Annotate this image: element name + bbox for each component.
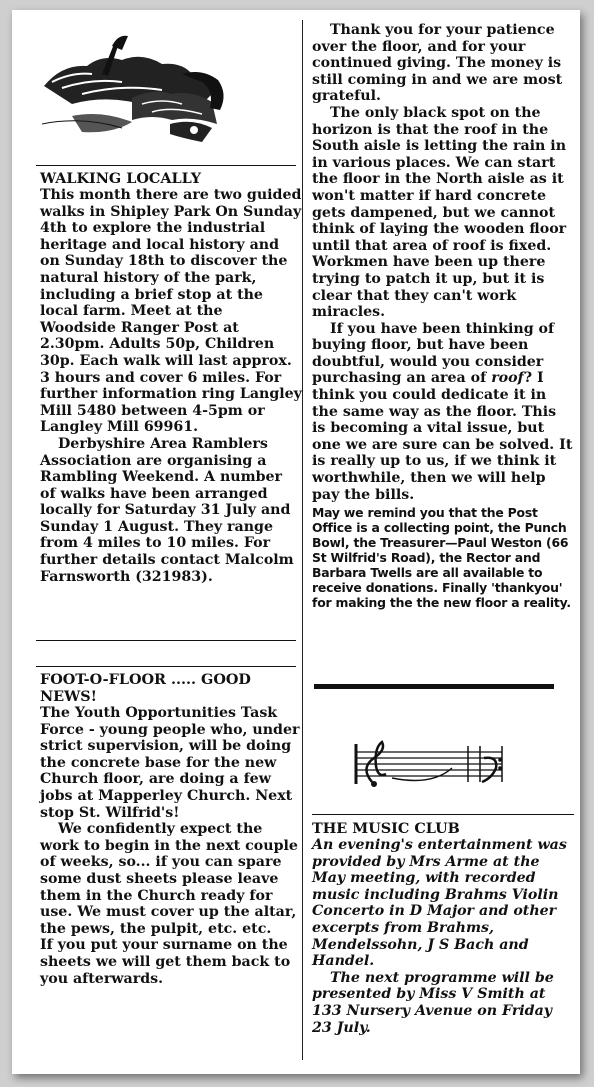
- right-paragraph-3: If you have been thinking of buying floor, but have been doubtful, would you consider purchasing an area of roof? I think you could dedicate it in the same way as the floor. This is becoming a vital issue, but one we are sure can be solved. It is really up to us, if we think it worthwhile, then we will help pay the bills.: [312, 320, 573, 503]
- walking-title: WALKING LOCALLY: [40, 170, 202, 187]
- right-paragraph-1: Thank you for your patience over the floor, and for your continued giving. The money is still coming in and we are most grateful.: [312, 22, 563, 105]
- section-rule: [36, 640, 296, 641]
- newsletter-page: [12, 10, 580, 1074]
- floor-title: FOOT-O-FLOOR ..... GOOD NEWS!: [40, 671, 251, 705]
- music-paragraph-1: An evening's entertainment was provided by Mrs Arme at the May meeting, with recorded music including Brahms Violin Concerto in D Major and other excerpts from Brahms, Mendelssohn, J S Bach and Handel.: [312, 837, 567, 970]
- thick-rule: [314, 684, 554, 689]
- floor-continued-article: [312, 22, 574, 610]
- section-rule: [36, 666, 296, 667]
- music-paragraph-2: The next programme will be presented by Miss V Smith at 133 Nursery Avenue on Friday 23 July.: [312, 969, 554, 1036]
- section-rule: [312, 814, 574, 815]
- walking-paragraph-2: Derbyshire Area Ramblers Association are organising a Rambling Weekend. A number of walks have been arranged locally for Saturday 31 July and Sunday 1 August. They range from 4 miles to 10 miles. For further details contact Malcolm Farnsworth (321983).: [40, 435, 294, 585]
- floor-paragraph-2: We confidently expect the work to begin in the next couple of weeks, so... if you can spare some dust sheets please leave them in the Church ready for use. We must cover up the altar, the pews, the pulpit, etc. etc.: [40, 821, 298, 937]
- left-column: [12, 10, 302, 1074]
- section-rule: [36, 165, 296, 166]
- right-column: [308, 10, 580, 1074]
- column-divider: [302, 20, 303, 1060]
- floor-paragraph-3: If you put your surname on the sheets we will get them back to you afterwards.: [40, 937, 291, 987]
- right-paragraph-2: The only black spot on the horizon is that the roof in the South aisle is letting the rain in in various places. We can start the floor in the North aisle as it won't matter if hard concrete gets dampened, but we cannot think of laying the wooden floor until that area of roof is fixed. Workmen have been up there trying to patch it up, but it is clear that they can't work miracles.: [312, 104, 567, 321]
- walking-locally-article: [40, 170, 302, 585]
- landscape-illustration-icon: [42, 24, 232, 146]
- music-title: THE MUSIC CLUB: [312, 820, 460, 837]
- music-club-article: [312, 820, 574, 1036]
- foot-o-floor-article: [40, 671, 302, 987]
- music-staff-icon: [352, 738, 512, 794]
- walking-paragraph-1: This month there are two guided walks in Shipley Park On Sunday 4th to explore the industrial heritage and local history and on Sunday 18th to discover the natural history of the park, including a brief stop at the local farm. Meet at the Woodside Ranger Post at 2.30pm. Adults 50p, Children 30p. Each walk will last approx. 3 hours and cover 6 miles. For further information ring Langley Mill 5480 between 4-5pm or Langley Mill 69961.: [40, 187, 302, 436]
- floor-paragraph-1: The Youth Opportunities Task Force - young people who, under strict supervision, will be doing the concrete base for the new Church floor, are doing a few jobs at Mapperley Church. Next stop St. Wilfrid's!: [40, 705, 300, 821]
- donation-note: May we remind you that the Post Office is a collecting point, the Punch Bowl, the Treasurer—Paul Weston (66 St Wilfrid's Road), the Rector and Barbara Twells are all available to receive donations. Finally 'thankyou' for making the the new floor a reality.: [312, 505, 571, 611]
